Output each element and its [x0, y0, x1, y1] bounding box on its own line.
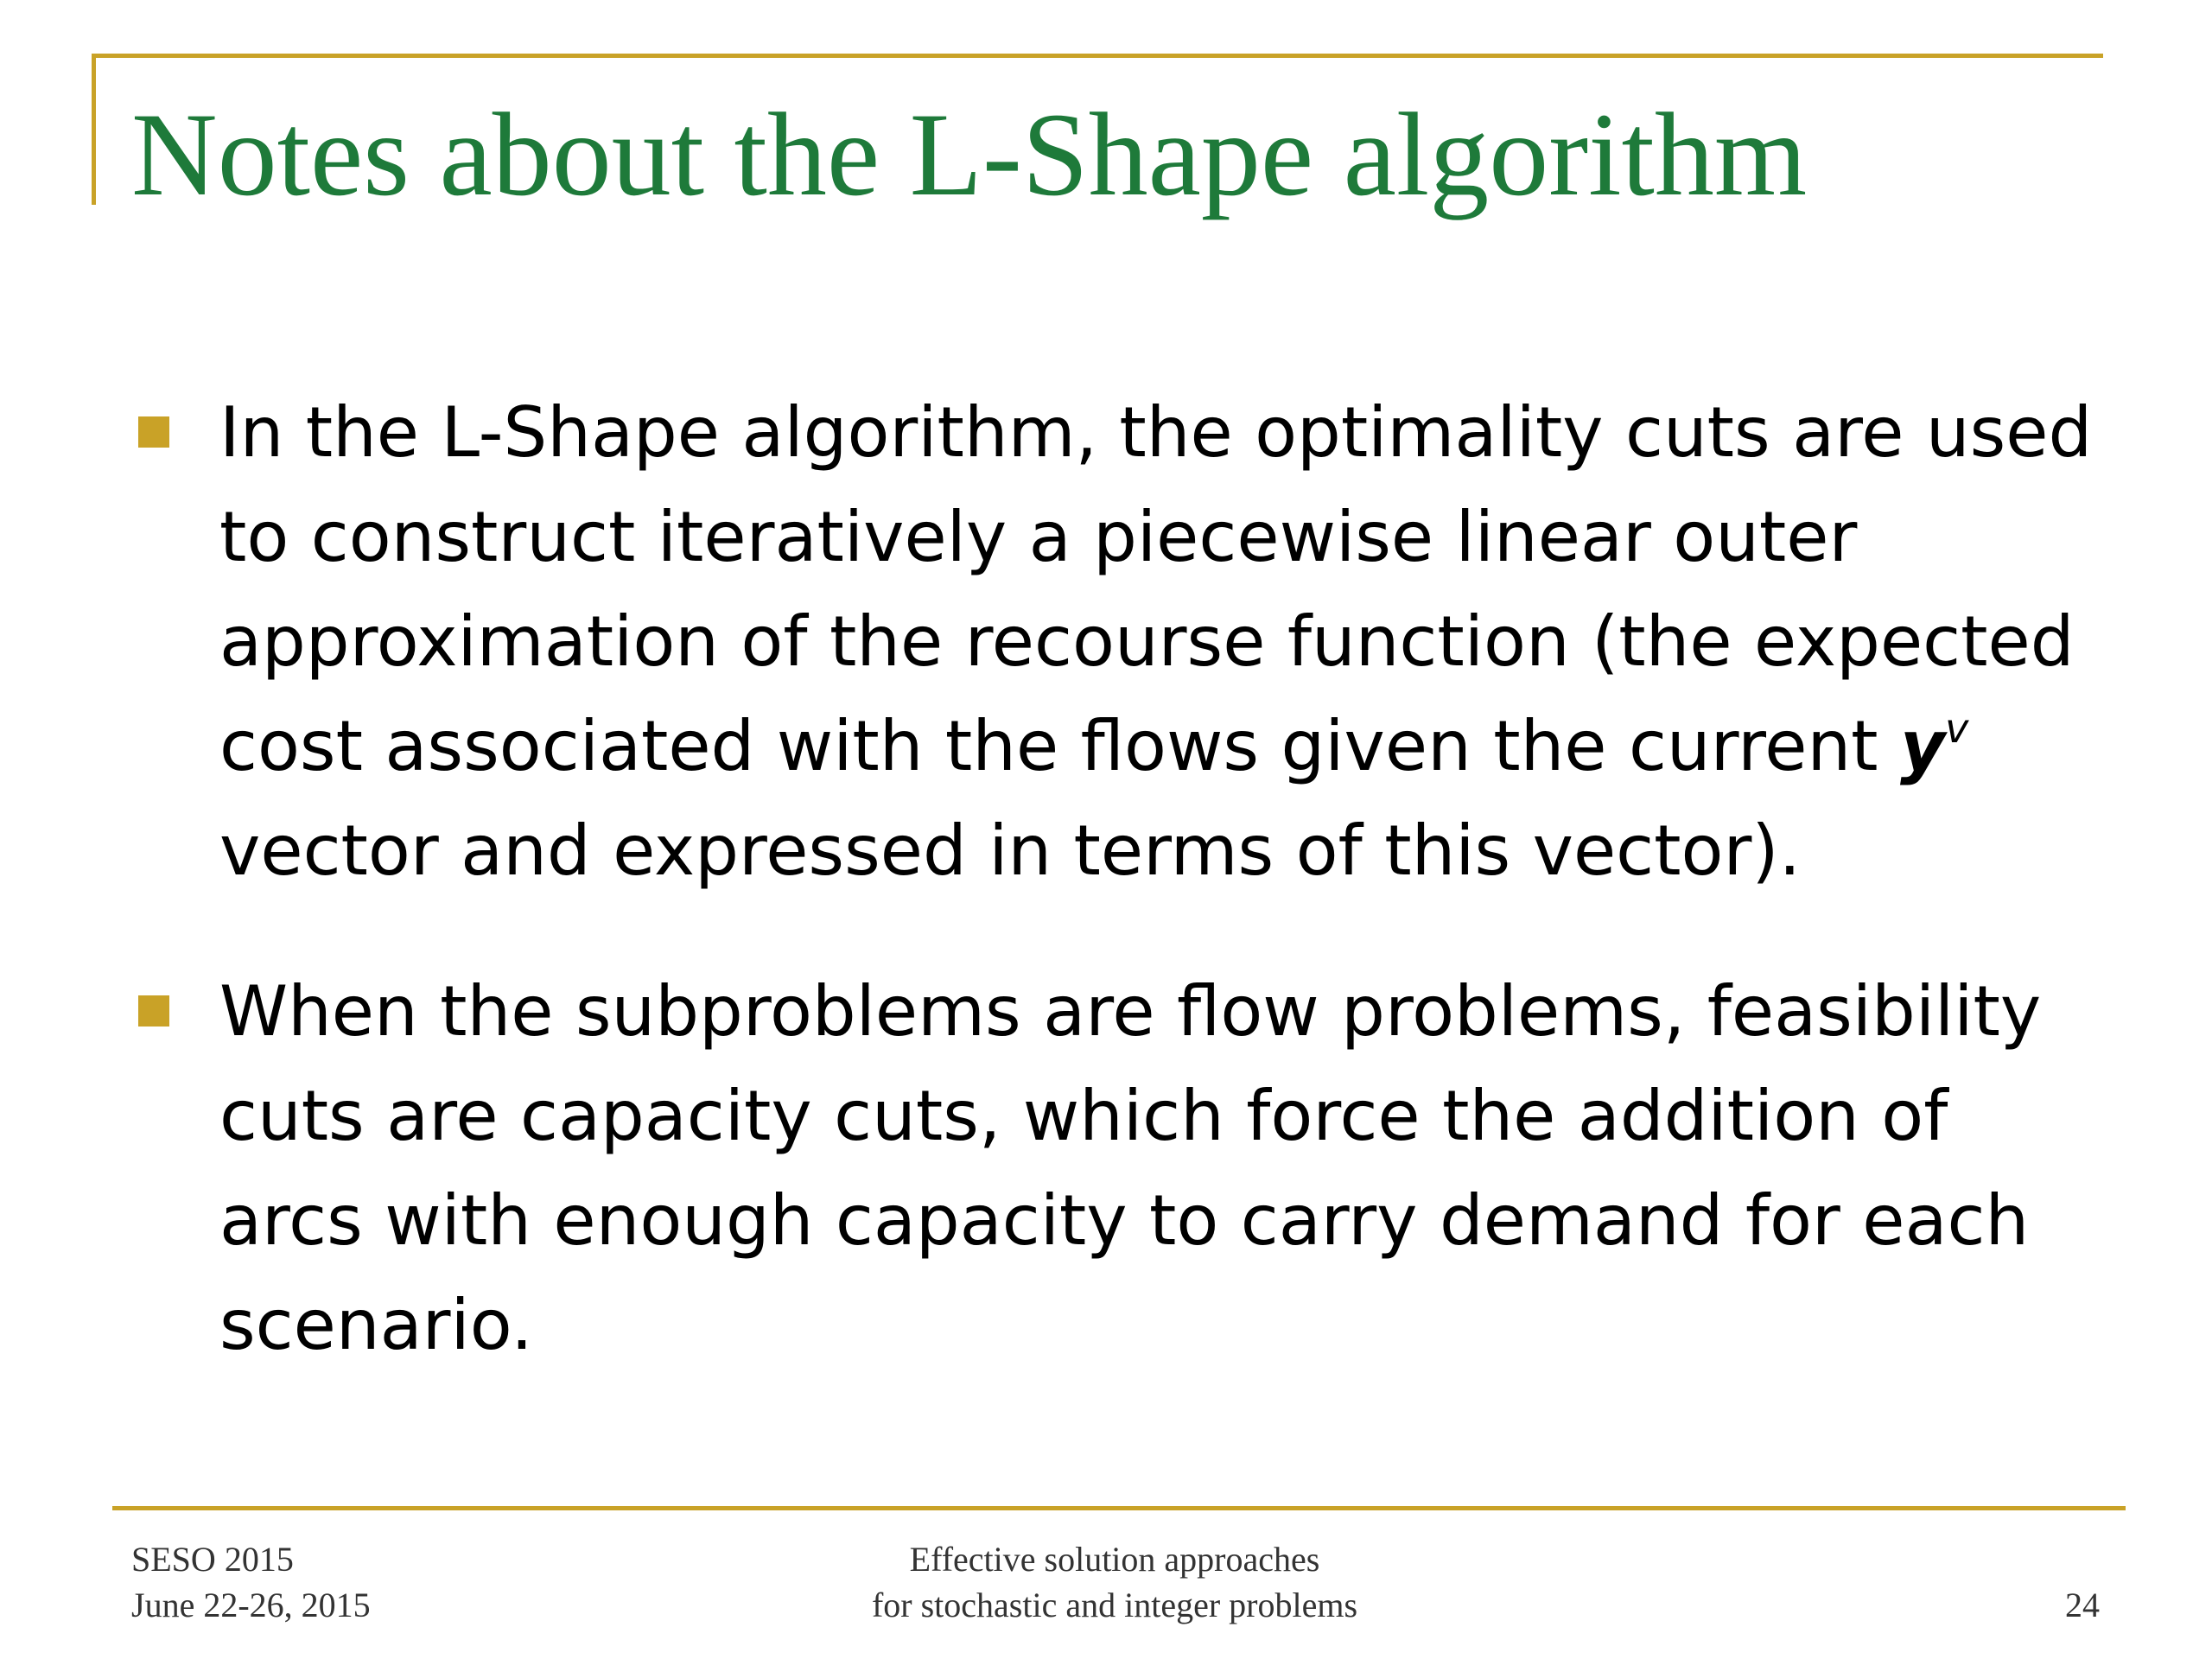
- bullet-line: to construct iteratively a piecewise linear outer: [219, 497, 1858, 577]
- page-number: 24: [2065, 1586, 2100, 1624]
- bullet-text: [219, 959, 2138, 1377]
- bullet-line: scenario.: [219, 1285, 533, 1365]
- math-variable: y: [1899, 706, 1946, 786]
- square-bullet-icon: [138, 995, 169, 1027]
- bullet-text: [219, 380, 2138, 903]
- bullet-line: approximation of the recourse function (the expected: [219, 601, 2075, 682]
- footer-event-info: [131, 1536, 371, 1628]
- bullet-line-text: cost associated with the flows given the current: [219, 706, 1900, 786]
- footer-subtitle-line: for stochastic and integer problems: [871, 1586, 1358, 1624]
- footer-event-dates: June 22-26, 2015: [131, 1586, 371, 1624]
- square-bullet-icon: [138, 416, 169, 448]
- footer-event-name: SESO 2015: [131, 1540, 294, 1579]
- footer-accent-rule: [112, 1506, 2126, 1510]
- footer-subtitle: [760, 1536, 1469, 1628]
- bullet-line: cuts are capacity cuts, which force the addition of: [219, 1076, 1948, 1156]
- bullet-line: In the L-Shape algorithm, the optimality cuts are used: [219, 392, 2093, 473]
- math-superscript: v: [1945, 704, 1969, 752]
- bullet-line: arcs with enough capacity to carry demand for each: [219, 1180, 2030, 1261]
- bullet-line-with-variable: [219, 694, 2138, 798]
- left-accent-rule: [92, 54, 96, 205]
- footer-subtitle-line: Effective solution approaches: [909, 1540, 1320, 1579]
- bullet-line: When the subproblems are flow problems, feasibility: [219, 971, 2042, 1052]
- slide-title: Notes about the L-Shape algorithm: [131, 88, 1808, 220]
- top-accent-rule: [92, 54, 2103, 58]
- bullet-line: vector and expressed in terms of this vector).: [219, 810, 1801, 891]
